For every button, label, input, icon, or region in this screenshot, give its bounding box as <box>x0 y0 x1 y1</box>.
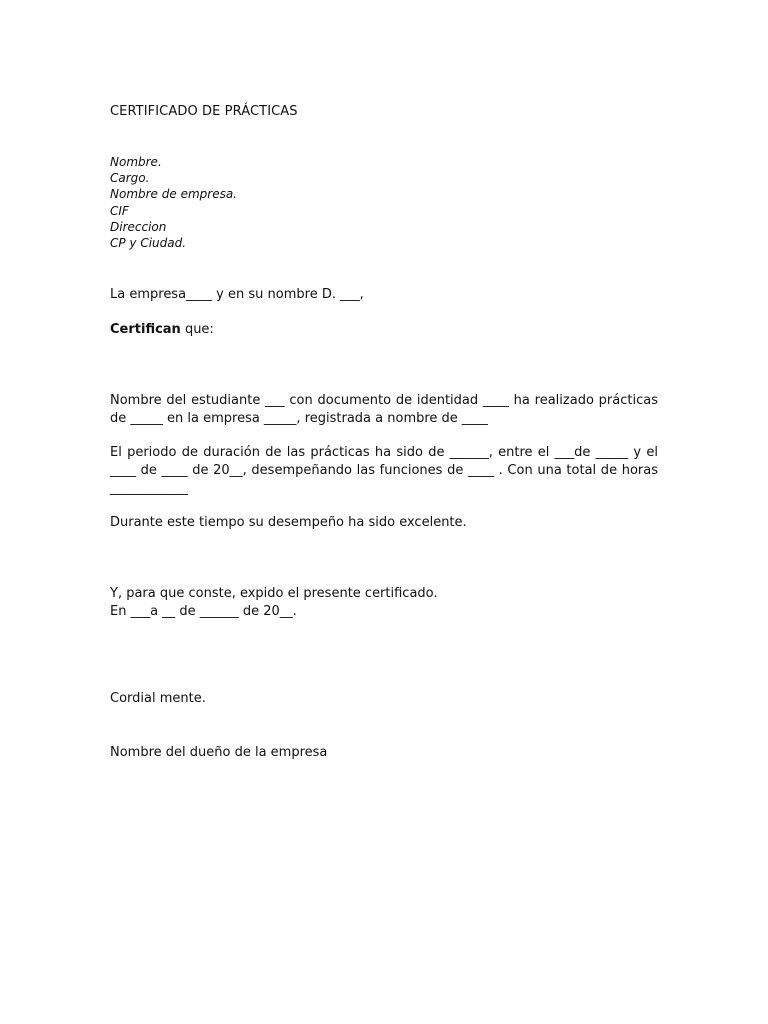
addressee-company: Nombre de empresa. <box>110 187 237 202</box>
certifican-line <box>110 321 214 339</box>
addressee-postal-city: CP y Ciudad. <box>110 236 187 251</box>
period-paragraph-line: ____ de ____ de 20__, desempeñando las funciones de ____ . Con una total de horas <box>110 462 658 478</box>
student-paragraph-line: Nombre del estudiante ___ con documento de identidad ____ ha realizado prácticas <box>110 393 658 408</box>
period-paragraph <box>110 444 658 497</box>
addressee-position: Cargo. <box>110 171 150 186</box>
addressee-name: Nombre. <box>110 155 162 169</box>
addressee-cif: CIF <box>110 203 129 218</box>
addressee-address: Direccion <box>110 219 167 234</box>
performance-line: Durante este tiempo su desempeño ha sido excelente. <box>110 515 467 530</box>
farewell-line: Cordial mente. <box>110 691 206 706</box>
addressee-block <box>110 154 237 251</box>
certifican-bold: Certifican <box>110 322 181 337</box>
student-paragraph <box>110 392 658 428</box>
intro-line: La empresa____ y en su nombre D. ___, <box>110 287 364 302</box>
student-paragraph-line: de _____ en la empresa _____, registrada a nombre de ____ <box>110 410 488 426</box>
certifican-rest: que: <box>180 322 214 337</box>
place-date-line: En ___a __ de ______ de 20__. <box>110 604 297 619</box>
document-title: CERTIFICADO DE PRÁCTICAS <box>110 104 298 119</box>
closing-line: Y, para que conste, expido el presente certificado. <box>110 586 438 601</box>
signature-line: Nombre del dueño de la empresa <box>110 745 328 760</box>
period-paragraph-line: El periodo de duración de las prácticas ha sido de ______, entre el ___de _____ y el <box>110 445 658 460</box>
period-paragraph-line: ____________ <box>110 480 188 496</box>
